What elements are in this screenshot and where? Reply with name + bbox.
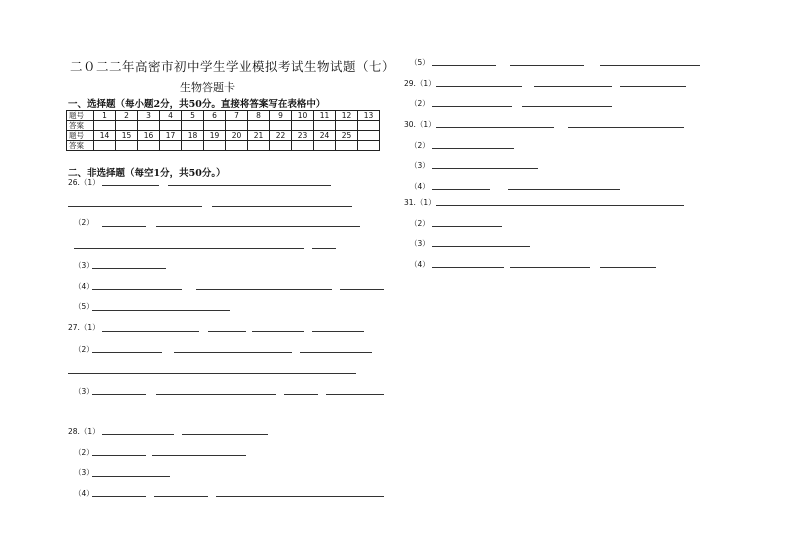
question-number: 11: [314, 111, 336, 121]
answer-blank[interactable]: [508, 189, 620, 190]
answer-blank[interactable]: [300, 352, 372, 353]
q28-2-label: （2）: [74, 448, 94, 457]
question-number: [358, 131, 380, 141]
row-label-number: 题号: [67, 111, 94, 121]
answer-blank[interactable]: [312, 248, 336, 249]
row-label-answer: 答案: [67, 141, 94, 151]
answer-blank[interactable]: [68, 206, 202, 207]
question-number: 24: [314, 131, 336, 141]
answer-blank[interactable]: [168, 185, 331, 186]
answer-cell[interactable]: [94, 141, 116, 151]
answer-blank[interactable]: [432, 267, 504, 268]
answer-cell[interactable]: [160, 141, 182, 151]
section2-heading: 二、非选择题（每空1分，共50分。）: [68, 168, 226, 179]
answer-blank[interactable]: [326, 394, 384, 395]
answer-cell[interactable]: [160, 121, 182, 131]
answer-blank[interactable]: [102, 226, 146, 227]
answer-blank[interactable]: [92, 496, 146, 497]
answer-blank[interactable]: [432, 148, 514, 149]
question-number: 14: [94, 131, 116, 141]
answer-blank[interactable]: [216, 496, 384, 497]
question-number: 20: [226, 131, 248, 141]
q29-1-label: 29.（1）: [404, 79, 436, 88]
q28-5-label: （5）: [410, 58, 430, 67]
answer-blank[interactable]: [436, 127, 554, 128]
answer-cell[interactable]: [204, 141, 226, 151]
answer-cell[interactable]: [204, 121, 226, 131]
answer-blank[interactable]: [252, 331, 304, 332]
q31-4-label: （4）: [410, 260, 430, 269]
answer-blank[interactable]: [568, 127, 684, 128]
answer-table: [66, 110, 380, 151]
answer-cell[interactable]: [248, 141, 270, 151]
answer-blank[interactable]: [102, 185, 159, 186]
answer-cell[interactable]: [116, 121, 138, 131]
answer-blank[interactable]: [92, 394, 146, 395]
answer-cell[interactable]: [336, 141, 358, 151]
q29-2-label: （2）: [410, 99, 430, 108]
answer-cell[interactable]: [336, 121, 358, 131]
question-number: 5: [182, 111, 204, 121]
q27-3-label: （3）: [74, 387, 94, 396]
question-number: 7: [226, 111, 248, 121]
answer-blank[interactable]: [436, 86, 522, 87]
q31-3-label: （3）: [410, 239, 430, 248]
answer-blank[interactable]: [102, 331, 199, 332]
question-number: 23: [292, 131, 314, 141]
answer-blank[interactable]: [510, 65, 584, 66]
question-number: 17: [160, 131, 182, 141]
answer-blank[interactable]: [92, 476, 170, 477]
q31-1-label: 31.（1）: [404, 198, 436, 207]
question-number: 15: [116, 131, 138, 141]
question-number: 19: [204, 131, 226, 141]
page-subtitle: 生物答题卡: [180, 81, 235, 94]
answer-blank[interactable]: [340, 289, 384, 290]
q28-4-label: （4）: [74, 489, 94, 498]
answer-blank[interactable]: [154, 496, 208, 497]
answer-blank[interactable]: [68, 373, 356, 374]
question-number: 25: [336, 131, 358, 141]
question-number: 16: [138, 131, 160, 141]
answer-blank[interactable]: [510, 267, 590, 268]
answer-cell[interactable]: [292, 121, 314, 131]
table-row: [67, 131, 380, 141]
answer-cell[interactable]: [116, 141, 138, 151]
answer-blank[interactable]: [600, 267, 656, 268]
answer-blank[interactable]: [432, 168, 538, 169]
answer-blank[interactable]: [620, 86, 686, 87]
answer-cell[interactable]: [358, 121, 380, 131]
question-number: 2: [116, 111, 138, 121]
answer-blank[interactable]: [156, 226, 360, 227]
question-number: 13: [358, 111, 380, 121]
answer-blank[interactable]: [92, 289, 182, 290]
q27-1-label: 27.（1）: [68, 323, 100, 332]
question-number: 9: [270, 111, 292, 121]
question-number: 12: [336, 111, 358, 121]
page-title: 二０二二年高密市初中学生学业模拟考试生物试题（七）: [70, 59, 396, 74]
q26-2-label: （2）: [74, 218, 94, 227]
q31-2-label: （2）: [410, 219, 430, 228]
table-row: [67, 111, 380, 121]
answer-cell[interactable]: [182, 141, 204, 151]
answer-blank[interactable]: [102, 434, 174, 435]
answer-cell[interactable]: [270, 121, 292, 131]
answer-blank[interactable]: [92, 352, 162, 353]
q30-4-label: （4）: [410, 182, 430, 191]
answer-blank[interactable]: [432, 226, 502, 227]
answer-cell[interactable]: [314, 121, 336, 131]
answer-blank[interactable]: [432, 189, 490, 190]
answer-blank[interactable]: [156, 394, 276, 395]
question-number: 4: [160, 111, 182, 121]
q27-2-label: （2）: [74, 345, 94, 354]
answer-cell[interactable]: [138, 121, 160, 131]
answer-blank[interactable]: [522, 106, 612, 107]
answer-blank[interactable]: [182, 434, 268, 435]
question-number: 6: [204, 111, 226, 121]
answer-cell[interactable]: [226, 121, 248, 131]
q26-1-label: 26.（1）: [68, 178, 100, 187]
answer-blank[interactable]: [92, 310, 230, 311]
q26-3-label: （3）: [74, 261, 94, 270]
question-number: 1: [94, 111, 116, 121]
q30-3-label: （3）: [410, 161, 430, 170]
q28-1-label: 28.（1）: [68, 427, 100, 436]
answer-blank[interactable]: [436, 205, 684, 206]
question-number: 3: [138, 111, 160, 121]
table-row: [67, 121, 380, 131]
answer-blank[interactable]: [432, 246, 530, 247]
answer-blank[interactable]: [196, 289, 332, 290]
answer-cell[interactable]: [292, 141, 314, 151]
answer-cell[interactable]: [94, 121, 116, 131]
answer-blank[interactable]: [432, 65, 496, 66]
answer-blank[interactable]: [284, 394, 318, 395]
answer-blank[interactable]: [152, 455, 246, 456]
answer-blank[interactable]: [74, 248, 304, 249]
q26-4-label: （4）: [74, 282, 94, 291]
answer-blank[interactable]: [600, 65, 700, 66]
answer-cell[interactable]: [314, 141, 336, 151]
answer-cell[interactable]: [248, 121, 270, 131]
question-number: 8: [248, 111, 270, 121]
answer-blank[interactable]: [432, 106, 512, 107]
answer-cell[interactable]: [138, 141, 160, 151]
row-label-answer: 答案: [67, 121, 94, 131]
q28-3-label: （3）: [74, 468, 94, 477]
question-number: 18: [182, 131, 204, 141]
answer-blank[interactable]: [212, 206, 352, 207]
question-number: 10: [292, 111, 314, 121]
table-row: [67, 141, 380, 151]
row-label-number: 题号: [67, 131, 94, 141]
answer-blank[interactable]: [92, 455, 146, 456]
answer-cell[interactable]: [182, 121, 204, 131]
section1-heading: 一、选择题（每小题2分，共50分。直接将答案写在表格中）: [68, 99, 326, 110]
q26-5-label: （5）: [74, 302, 94, 311]
q30-2-label: （2）: [410, 141, 430, 150]
q30-1-label: 30.（1）: [404, 120, 436, 129]
answer-blank[interactable]: [208, 331, 246, 332]
answer-blank[interactable]: [174, 352, 292, 353]
answer-blank[interactable]: [92, 268, 166, 269]
answer-blank[interactable]: [312, 331, 364, 332]
answer-blank[interactable]: [534, 86, 612, 87]
question-number: 22: [270, 131, 292, 141]
question-number: 21: [248, 131, 270, 141]
answer-cell[interactable]: [226, 141, 248, 151]
answer-cell[interactable]: [358, 141, 380, 151]
answer-cell[interactable]: [270, 141, 292, 151]
